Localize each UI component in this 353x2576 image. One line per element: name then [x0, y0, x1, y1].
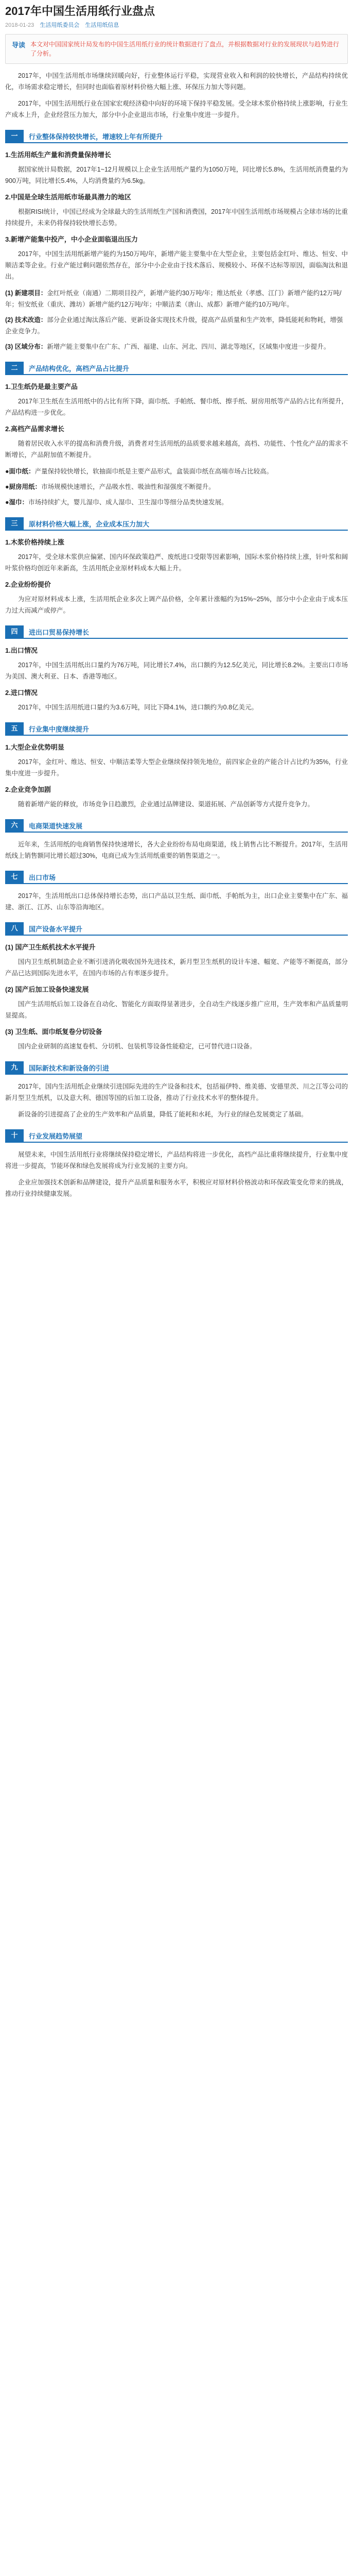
section-number: 一 [5, 130, 24, 142]
section-title: 产品结构优化，高档产品占比提升 [29, 364, 130, 372]
subsection-heading: 1.卫生纸仍是最主要产品 [5, 383, 78, 391]
subsection-heading: 2.高档产品需求增长 [5, 425, 64, 433]
list-item-key: ●厨房用纸： [5, 483, 42, 490]
section-number: 四 [5, 625, 24, 638]
section-title: 进出口贸易保持增长 [29, 628, 90, 636]
source-link[interactable]: 生活用纸委员会 [40, 22, 80, 28]
subsection-heading: 1.木浆价格持续上涨 [5, 538, 64, 546]
body-paragraph: 随着新增产能的释放，市场竞争日趋激烈，企业通过品牌建设、渠道拓展、产品创新等方式提升竞争力。 [18, 801, 314, 808]
body-paragraph: 国内企业研制的高速复卷机、分切机、包装机等设备性能稳定，已可替代进口设备。 [18, 1043, 256, 1050]
section-header [5, 517, 348, 531]
section-title: 出口市场 [29, 873, 56, 882]
body-paragraph: 2017年，中国生活用纸出口量约为76万吨，同比增长7.4%，出口额约为12.5亿美元，同比增长8.2%。主要出口市场为美国、澳大利亚、日本、香港等地区。 [5, 662, 348, 680]
body-paragraph: 新设备的引进提高了企业的生产效率和产品质量，降低了能耗和水耗，为行业的绿色发展奠定了基础。 [18, 1111, 308, 1118]
subsection-heading: 2.企业纷纷提价 [5, 581, 51, 588]
list-item-text: 新增产能主要集中在广东、广西、福建、山东、河北、四川、湖北等地区，区域集中度进一步提升。 [47, 343, 330, 350]
intro-paragraph: 2017年，中国生活用纸行业在国家宏观经济稳中向好的环境下保持平稳发展。受全球木浆价格持续上涨影响，行业生产成本上升，企业经营压力加大，部分中小企业退出市场，行业集中度进一步提升。 [5, 100, 348, 118]
list-item [5, 314, 348, 337]
list-item [5, 287, 348, 310]
section-header [5, 722, 348, 736]
subsection-heading: 1.出口情况 [5, 647, 38, 654]
section-header [5, 1061, 348, 1075]
section-number: 十 [5, 1129, 24, 1142]
list-item-key: (3) 区域分布： [5, 343, 47, 350]
section-header [5, 871, 348, 884]
section-title: 行业集中度继续提升 [29, 725, 90, 733]
body-paragraph: 国产生活用纸后加工设备在自动化、智能化方面取得显著进步，全自动生产线逐步推广应用，生产效率和产品质量明显提高。 [5, 1001, 348, 1019]
list-item [5, 466, 348, 477]
list-item [5, 481, 348, 493]
list-item-text: 金红叶纸业（南通）二期项目投产，新增产能约30万吨/年；维达纸业（孝感、江门）新增产能约12万吨/年；恒安纸业（重庆、潍坊）新增产能约12万吨/年；中顺洁柔（唐山、成都）新增产能约10万吨/年。 [5, 290, 342, 308]
body-paragraph: 2017年，金红叶、维达、恒安、中顺洁柔等大型企业继续保持领先地位，前四家企业的产能合计占比约为35%，行业集中度进一步提升。 [5, 758, 348, 777]
body-paragraph: 2017年卫生纸在生活用纸中的占比有所下降，面巾纸、手帕纸、餐巾纸、擦手纸、厨房用纸等产品的占比有所提升，产品结构进一步优化。 [5, 398, 348, 416]
notice-label: 导读 [12, 41, 26, 49]
list-item-key: (2) 技术改造： [5, 316, 47, 324]
list-item-text: 部分企业通过淘汰落后产能、更新设备实现技术升级，提高产品质量和生产效率，降低能耗和物耗，增强企业竞争力。 [5, 316, 343, 335]
subsection-heading: 1.生活用纸生产量和消费量保持增长 [5, 151, 111, 159]
section-header [5, 922, 348, 936]
section-number: 五 [5, 722, 24, 735]
section-number: 九 [5, 1061, 24, 1074]
subsection-heading: 1.大型企业优势明显 [5, 743, 64, 751]
intro-paragraph: 2017年，中国生活用纸市场继续回暖向好，行业整体运行平稳，实现营业收入和利润的较快增长，产品结构持续优化，市场需求稳定增长，但同时也面临着原材料价格大幅上涨、环保压力加大等问题。 [5, 72, 348, 91]
section-number: 三 [5, 517, 24, 530]
section-header [5, 625, 348, 639]
section-title: 行业整体保持较快增长，增速较上年有所提升 [29, 132, 163, 141]
section-title: 国际新技术和新设备的引进 [29, 1064, 110, 1072]
body-paragraph: 2017年，中国生活用纸进口量约为3.6万吨，同比下降4.1%，进口额约为0.8亿美元。 [18, 704, 258, 711]
subsection-heading: (1) 国产卫生纸机技术水平提升 [5, 943, 96, 951]
body-paragraph: 2017年，中国生活用纸新增产能约为150万吨/年，新增产能主要集中在大型企业，主要包括金红叶、维达、恒安、中顺洁柔等企业。行业产能过剩问题依然存在，部分中小企业由于技术落后、规模较小、环保不达标等原因，面临淘汰和退出。 [5, 250, 348, 280]
sections-container [5, 130, 348, 1199]
section-number: 二 [5, 362, 24, 374]
subsection-heading: (3) 卫生纸、面巾纸复卷分切设备 [5, 1028, 102, 1036]
body-paragraph: 2017年，生活用纸出口总体保持增长态势，出口产品以卫生纸、面巾纸、手帕纸为主，出口企业主要集中在广东、福建、浙江、江苏、山东等沿海地区。 [5, 892, 348, 911]
subsection-heading: 3.新增产能集中投产，中小企业面临退出压力 [5, 235, 138, 243]
body-paragraph: 2017年，国内生活用纸企业继续引进国际先进的生产设备和技术，包括福伊特、维美德、安德里茨、川之江等公司的新月型卫生纸机，以及意大利、德国等国的后加工设备，推动了行业技术水平的整体提升。 [5, 1083, 348, 1101]
page-title: 2017年中国生活用纸行业盘点 [5, 5, 155, 18]
section-number: 六 [5, 819, 24, 832]
list-item-key: ●湿巾： [5, 499, 29, 506]
section-title: 行业发展趋势展望 [29, 1132, 83, 1140]
body-paragraph: 展望未来，中国生活用纸行业将继续保持稳定增长，产品结构将进一步优化，高档产品比重将继续提升，行业集中度将进一步提高，节能环保和绿色发展将成为行业发展的主要方向。 [5, 1151, 348, 1170]
section-number: 八 [5, 922, 24, 935]
list-item-text: 市场规模快速增长，产品吸水性、吸油性和湿强度不断提升。 [41, 483, 215, 490]
body-paragraph: 近年来，生活用纸的电商销售保持快速增长，各大企业纷纷布局电商渠道，线上销售占比不断提升。2017年，生活用纸线上销售额同比增长超过30%，电商已成为生活用纸重要的销售渠道之一。 [5, 841, 348, 859]
section-title: 国产设备水平提升 [29, 925, 83, 933]
body-paragraph: 企业应加强技术创新和品牌建设，提升产品质量和服务水平，积极应对原材料价格波动和环保政策变化带来的挑战，推动行业持续健康发展。 [5, 1179, 348, 1197]
section-header [5, 819, 348, 833]
subsection-heading: 2.进口情况 [5, 689, 38, 697]
section-number: 七 [5, 871, 24, 883]
list-item-text: 产量保持较快增长，软抽面巾纸是主要产品形式，盒装面巾纸在高端市场占比较高。 [34, 468, 273, 475]
article-meta [5, 21, 348, 29]
body-paragraph: 2017年，受全球木浆供应偏紧、国内环保政策趋严、废纸进口受限等因素影响，国际木浆价格持续上涨，针叶浆和阔叶浆价格均创近年来新高，生活用纸企业原材料成本大幅上升。 [5, 553, 348, 572]
body-paragraph: 为应对原材料成本上涨，生活用纸企业多次上调产品价格，全年累计涨幅约为15%~25%，部分中小企业由于成本压力过大而减产或停产。 [5, 596, 348, 614]
body-paragraph: 据国家统计局数据，2017年1~12月规模以上企业生活用纸产量约为1050万吨，同比增长5.8%，生活用纸消费量约为900万吨，同比增长5.4%，人均消费量约为6.5kg。 [5, 166, 348, 184]
list-item-text: 市场持续扩大，婴儿湿巾、成人湿巾、卫生湿巾等细分品类快速发展。 [28, 499, 228, 506]
section-header [5, 130, 348, 143]
section-title: 原材料价格大幅上涨，企业成本压力加大 [29, 520, 150, 528]
body-paragraph: 国内卫生纸机制造企业不断引进消化吸收国外先进技术，新月型卫生纸机的设计车速、幅宽、产能等不断提高，部分产品已达到国际先进水平，在国内市场的占有率逐步提升。 [5, 958, 348, 977]
list-item [5, 497, 348, 508]
list-item [5, 341, 348, 352]
notice-text: 本文对中国国家统计局发布的中国生活用纸行业的统计数据进行了盘点，并根据数据对行业的发展现状与趋势进行了分析。 [30, 41, 340, 57]
publish-date: 2018-01-23 [5, 22, 34, 28]
section-title: 电商渠道快速发展 [29, 822, 83, 830]
subsection-heading: 2.企业竞争加剧 [5, 786, 51, 793]
list-item-key: (1) 新建项目： [5, 290, 47, 297]
article [5, 4, 348, 2576]
section-header [5, 362, 348, 375]
notice-box [5, 34, 348, 64]
subsection-heading: (2) 国产后加工设备快速发展 [5, 986, 89, 993]
section-header [5, 1129, 348, 1143]
list-item-key: ●面巾纸： [5, 468, 35, 475]
body-paragraph: 根据RISI统计，中国已经成为全球最大的生活用纸生产国和消费国，2017年中国生活用纸市场规模占全球市场的比重持续提升，未来仍将保持较快增长态势。 [5, 208, 348, 227]
tag-link[interactable]: 生活用纸信息 [85, 22, 119, 28]
subsection-heading: 2.中国是全球生活用纸市场最具潜力的地区 [5, 193, 131, 201]
body-paragraph: 随着居民收入水平的提高和消费升级，消费者对生活用纸的品质要求越来越高，高档、功能性、个性化产品的需求不断增长，产品附加值不断提升。 [5, 440, 348, 459]
